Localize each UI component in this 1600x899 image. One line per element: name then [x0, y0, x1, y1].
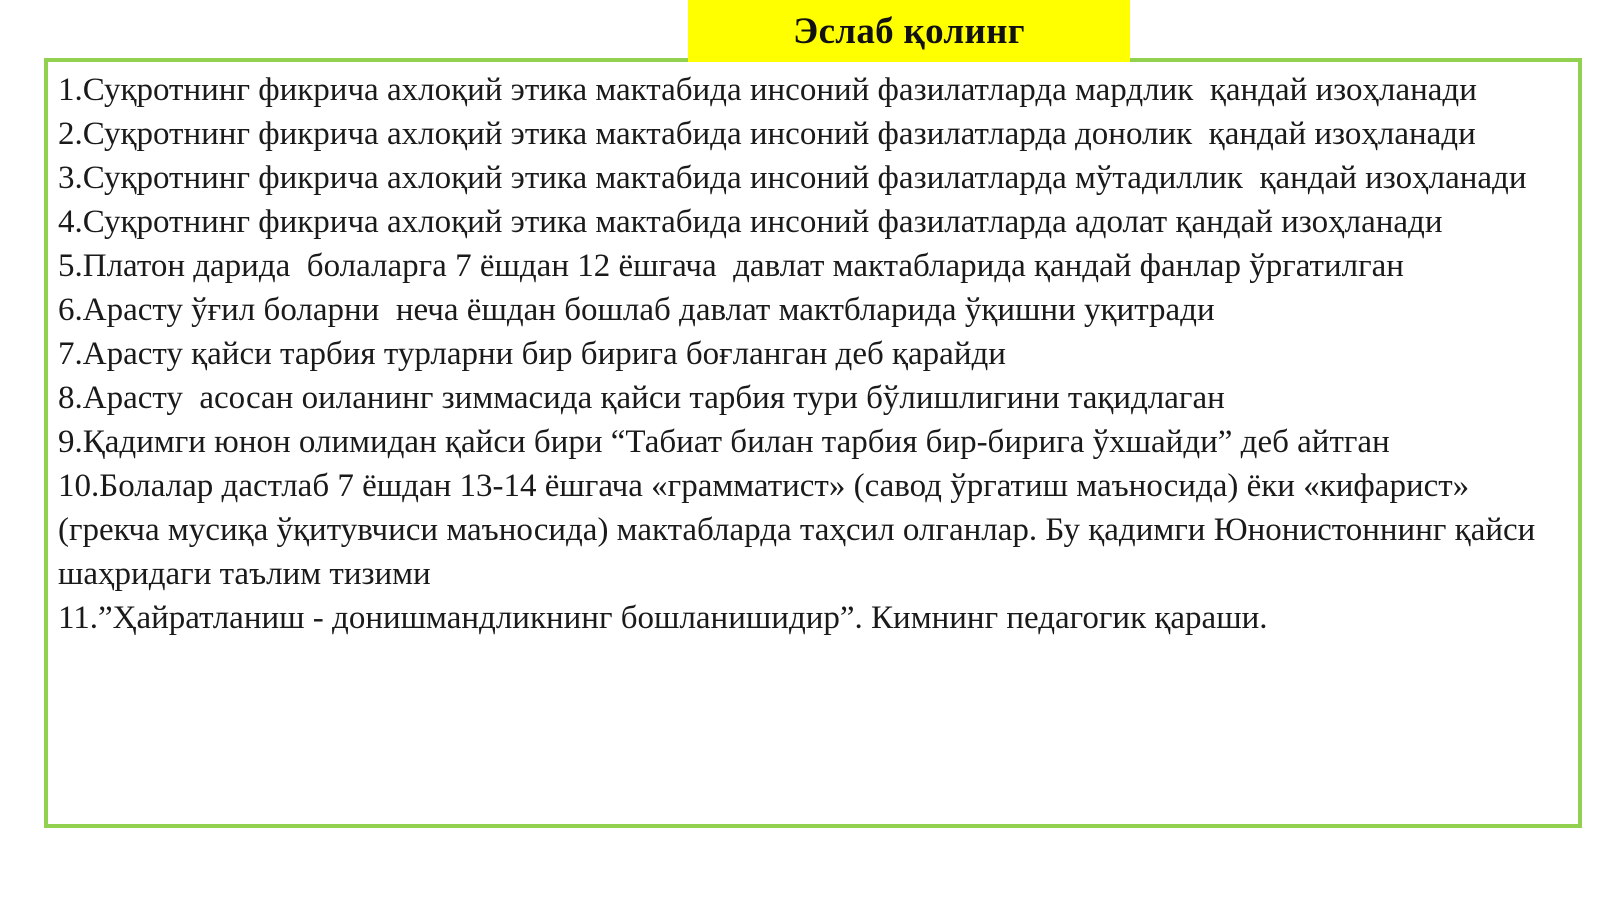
question-item-5: 5.Платон дарида болаларга 7 ёшдан 12 ёшгача давлат мактабларида қандай фанлар ўргатилган	[58, 248, 1404, 284]
question-item-2: 2.Суқротнинг фикрича ахлоқий этика мактабида инсоний фазилатларда донолик қандай изоҳланади	[58, 116, 1476, 152]
question-item-10: 10.Болалар дастлаб 7 ёшдан 13-14 ёшгача «грамматист» (савод ўргатиш маъносида) ёки «кифарист» (грекча мусиқа ўқитувчиси маъносида) мактабларда таҳсил олганлар. Бу қадимги Юнонистоннинг қайси шаҳридаги таълим тизими	[58, 468, 1544, 592]
question-item-4: 4.Суқротнинг фикрича ахлоқий этика мактабида инсоний фазилатларда адолат қандай изоҳланади	[58, 204, 1443, 240]
slide-title: Эслаб қолинг	[793, 10, 1025, 52]
question-item-1: 1.Суқротнинг фикрича ахлоқий этика мактабида инсоний фазилатларда мардлик қандай изоҳланади	[58, 72, 1477, 108]
question-item-8: 8.Арасту асосан оиланинг зиммасида қайси тарбия тури бўлишлигини тақидлаган	[58, 380, 1225, 416]
question-item-11: 11.”Ҳайратланиш - донишмандликнинг бошланишидир”. Кимнинг педагогик қараши.	[58, 600, 1268, 636]
question-item-9: 9.Қадимги юнон олимидан қайси бири “Табиат билан тарбия бир-бирига ўхшайди” деб айтган	[58, 424, 1390, 460]
question-item-6: 6.Арасту ўғил боларни неча ёшдан бошлаб давлат мактбларида ўқишни уқитради	[58, 292, 1215, 328]
title-banner	[688, 0, 1130, 62]
question-list	[58, 68, 1578, 640]
question-item-7: 7.Арасту қайси тарбия турларни бир бирига боғланган деб қарайди	[58, 336, 1006, 372]
question-item-3: 3.Суқротнинг фикрича ахлоқий этика мактабида инсоний фазилатларда мўтадиллик қандай изоҳланади	[58, 160, 1527, 196]
